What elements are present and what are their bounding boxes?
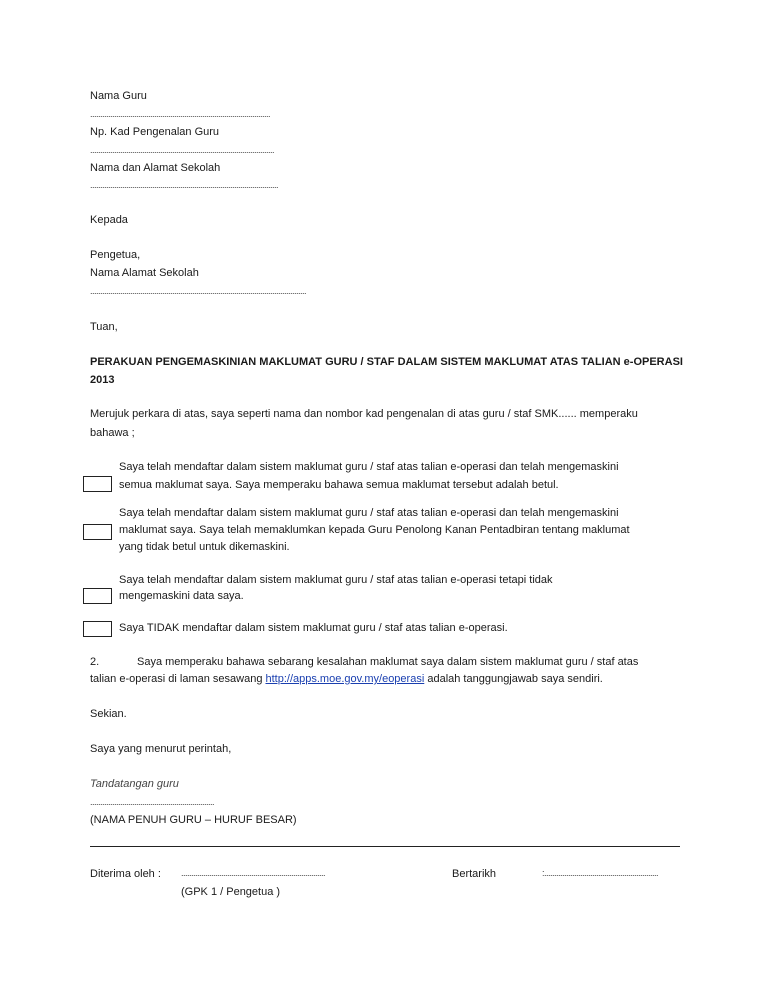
para2-line2-pre: talian e-operasi di laman sesawang <box>90 673 266 685</box>
option-2-line1: Saya telah mendaftar dalam sistem maklumat guru / staf atas talian e-operasi dan telah mengemaskini <box>119 507 619 519</box>
intro-line1: Merujuk perkara di atas, saya seperti nama dan nombor kad pengenalan di atas guru / staf SMK...... memperaku <box>90 408 638 420</box>
para2-line2 <box>90 673 603 685</box>
bertarikh-label: Bertarikh <box>452 868 497 880</box>
perintah-text: Saya yang menurut perintah, <box>90 743 232 755</box>
option-1-line1: Saya telah mendaftar dalam sistem maklumat guru / staf atas talian e-operasi dan telah mengemaskini <box>119 461 619 473</box>
option-1-line2: semua maklumat saya. Saya memperaku bahawa semua maklumat tersebut adalah betul. <box>119 479 559 491</box>
option-2-line2: maklumat saya. Saya telah memaklumkan kepada Guru Penolong Kanan Pentadbiran tentang maklumat <box>119 524 630 536</box>
footer-divider <box>90 846 680 847</box>
eoperasi-link[interactable]: http://apps.moe.gov.my/eoperasi <box>265 673 425 685</box>
alamat-penerima-label: Nama Alamat Sekolah <box>90 267 199 279</box>
signature-field[interactable]: .............................................................. <box>90 797 215 807</box>
nama-penuh-label: (NAMA PENUH GURU – HURUF BESAR) <box>90 814 297 826</box>
option-2-checkbox[interactable] <box>83 524 112 540</box>
sekian-text: Sekian. <box>90 708 127 720</box>
intro-line2: bahawa ; <box>90 427 135 439</box>
document-title-line1: PERAKUAN PENGEMASKINIAN MAKLUMAT GURU / STAF DALAM SISTEM MAKLUMAT ATAS TALIAN e-OPERASI <box>90 356 683 368</box>
nama-guru-label: Nama Guru <box>90 90 147 102</box>
tandatangan-label: Tandatangan guru <box>90 778 179 790</box>
kad-pengenalan-field[interactable]: ............................................................................................ <box>90 145 275 155</box>
para2-number: 2. <box>90 656 100 668</box>
option-2-line3: yang tidak betul untuk dikemaskini. <box>119 541 290 553</box>
salutation: Tuan, <box>90 321 118 333</box>
diterima-label: Diterima oleh : <box>90 868 161 880</box>
gpk-label: (GPK 1 / Pengetua ) <box>181 886 281 898</box>
alamat-penerima-field[interactable]: ............................................................................................................ <box>90 286 307 296</box>
option-4-line1: Saya TIDAK mendaftar dalam sistem maklumat guru / staf atas talian e-operasi. <box>119 622 508 634</box>
diterima-field[interactable]: ........................................................................ <box>181 868 326 878</box>
para2-line2-post: adalah tanggungjawab saya sendiri. <box>424 673 603 685</box>
alamat-sekolah-field[interactable]: .............................................................................................. <box>90 180 279 190</box>
nama-guru-field[interactable]: .......................................................................................... <box>90 109 271 119</box>
option-3-line1: Saya telah mendaftar dalam sistem maklumat guru / staf atas talian e-operasi tetapi tidak <box>119 574 553 586</box>
option-3-checkbox[interactable] <box>83 588 112 604</box>
option-1-checkbox[interactable] <box>83 476 112 492</box>
kad-pengenalan-label: Np. Kad Pengenalan Guru <box>90 126 220 138</box>
para2-line1: Saya memperaku bahawa sebarang kesalahan maklumat saya dalam sistem maklumat guru / staf atas <box>137 656 639 668</box>
pengetua-label: Pengetua, <box>90 249 141 261</box>
kepada-label: Kepada <box>90 214 128 226</box>
alamat-sekolah-label: Nama dan Alamat Sekolah <box>90 162 221 174</box>
document-title-line2: 2013 <box>90 374 115 386</box>
bertarikh-field[interactable]: :......................................................... <box>542 868 659 878</box>
option-4-checkbox[interactable] <box>83 621 112 637</box>
option-3-line2: mengemaskini data saya. <box>119 590 244 602</box>
